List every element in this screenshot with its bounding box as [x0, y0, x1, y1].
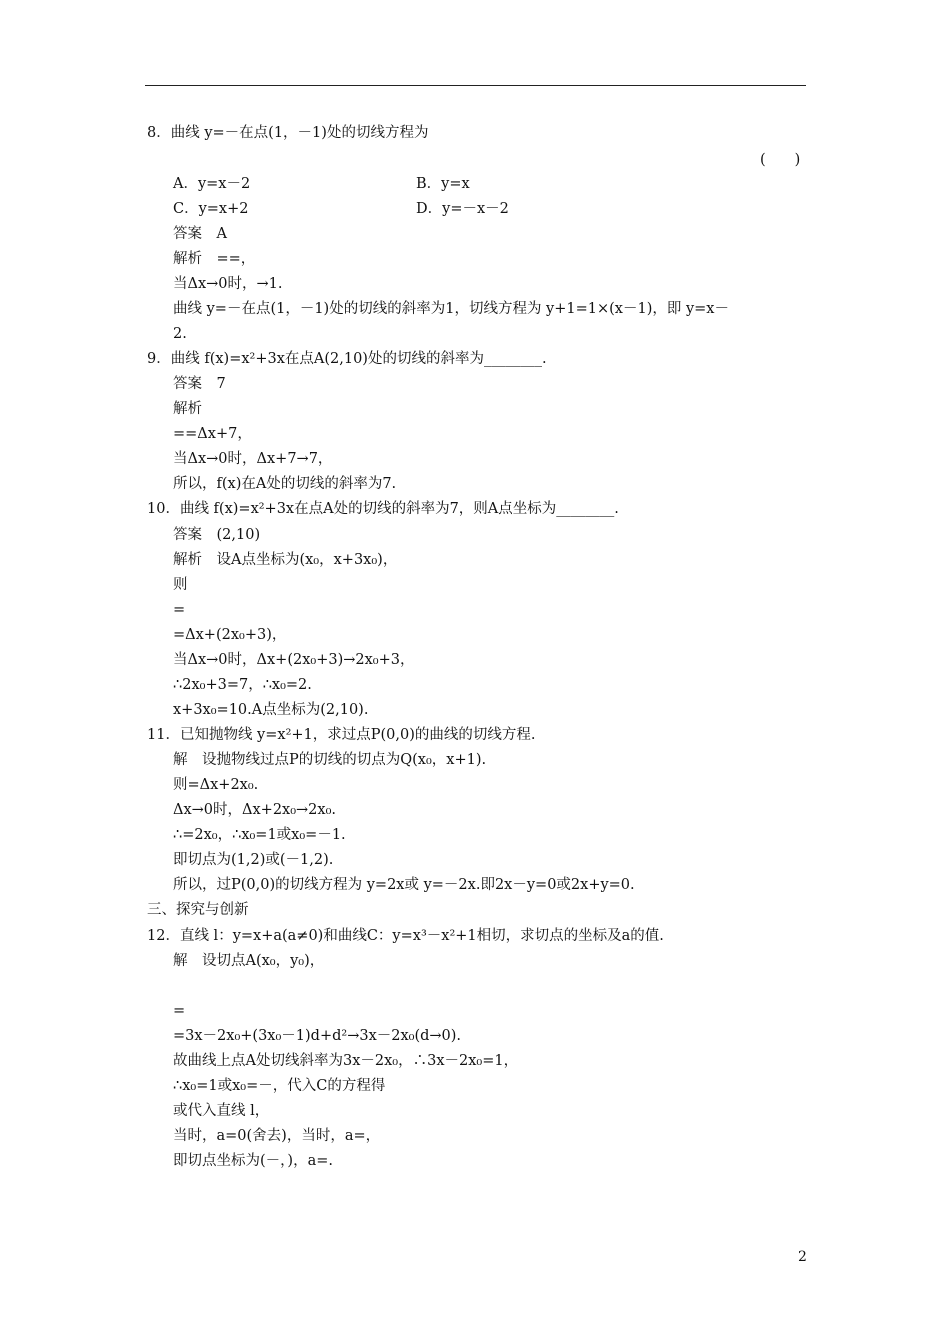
q9-stem: 9．曲线 f(x)=x²+3x在点A(2,10)处的切线的斜率为________.: [147, 351, 547, 367]
q10-solution-7: x+3x₀=10.A点坐标为(2,10).: [173, 702, 369, 718]
q11-solution-4: ∴=2x₀，∴x₀=1或x₀=－1.: [173, 827, 346, 843]
q10-stem: 10．曲线 f(x)=x²+3x在点A处的切线的斜率为7，则A点坐标为________.: [147, 501, 619, 517]
q8-option-d: D．y=－x－2: [416, 201, 509, 217]
q8-solution-2: 当Δx→0时，→1.: [173, 276, 283, 292]
q12-solution-4: 故曲线上点A处切线斜率为3x－2x₀，∴3x－2x₀=1，: [173, 1053, 519, 1069]
q9-solution-2: 当Δx→0时，Δx+7→7，: [173, 451, 333, 467]
q8-solution-1: 解析 ==，: [173, 251, 256, 267]
q8-answer-paren: ( ): [760, 152, 801, 168]
q11-stem: 11．已知抛物线 y=x²+1，求过点P(0,0)的曲线的切线方程.: [147, 727, 536, 743]
q11-solution-2: 则=Δx+2x₀.: [173, 777, 259, 793]
q8-option-b: B．y=x: [416, 176, 470, 192]
q9-solution-3: 所以，f(x)在A处的切线的斜率为7.: [173, 476, 397, 492]
q8-answer: 答案 A: [173, 226, 227, 242]
page-number: 2: [798, 1249, 807, 1265]
q9-answer: 答案 7: [173, 376, 226, 392]
q9-solution-1: ==Δx+7，: [173, 426, 252, 442]
q10-answer: 答案 (2,10): [173, 527, 261, 543]
q8-option-c: C．y=x+2: [173, 201, 249, 217]
q8-solution-3: 曲线 y=－在点(1，－1)处的切线的斜率为1，切线方程为 y+1=1×(x－1)，即 y=x－: [173, 301, 729, 317]
q12-solution-6: 或代入直线 l，: [173, 1103, 270, 1119]
q8-stem: 8．曲线 y=－在点(1，－1)处的切线方程为: [147, 125, 429, 141]
q8-option-a: A．y=x－2: [173, 176, 251, 192]
q12-solution-2: =: [173, 1003, 186, 1019]
q11-solution-3: Δx→0时，Δx+2x₀→2x₀.: [173, 802, 337, 818]
q12-solution-1: 解 设切点A(x₀，y₀)，: [173, 953, 325, 969]
q10-solution-5: 当Δx→0时，Δx+(2x₀+3)→2x₀+3，: [173, 652, 415, 668]
q10-solution-1: 解析 设A点坐标为(x₀，x+3x₀)，: [173, 552, 398, 568]
q10-solution-3: =: [173, 602, 186, 618]
q10-solution-6: ∴2x₀+3=7，∴x₀=2.: [173, 677, 312, 693]
q11-solution-6: 所以，过P(0,0)的切线方程为 y=2x或 y=－2x.即2x－y=0或2x+y=0.: [173, 877, 635, 893]
q11-solution-5: 即切点为(1,2)或(－1,2).: [173, 852, 334, 868]
header-rule: [145, 85, 806, 86]
q12-stem: 12．直线 l：y=x+a(a≠0)和曲线C：y=x³－x²+1相切，求切点的坐标及a的值.: [147, 928, 664, 944]
q10-solution-2: 则: [173, 577, 188, 593]
q8-solution-4: 2.: [173, 326, 187, 342]
q12-solution-8: 即切点坐标为(－，)，a=.: [173, 1153, 333, 1169]
section-heading: 三、探究与创新: [147, 902, 249, 918]
q9-solution-label: 解析: [173, 401, 202, 417]
q12-solution-5: ∴x₀=1或x₀=－，代入C的方程得: [173, 1078, 386, 1094]
q12-solution-7: 当时，a=0(舍去)，当时，a=，: [173, 1128, 381, 1144]
q12-solution-3: =3x－2x₀+(3x₀－1)d+d²→3x－2x₀(d→0).: [173, 1028, 462, 1044]
q11-solution-1: 解 设抛物线过点P的切线的切点为Q(x₀，x+1).: [173, 752, 487, 768]
q10-solution-4: =Δx+(2x₀+3)，: [173, 627, 287, 643]
